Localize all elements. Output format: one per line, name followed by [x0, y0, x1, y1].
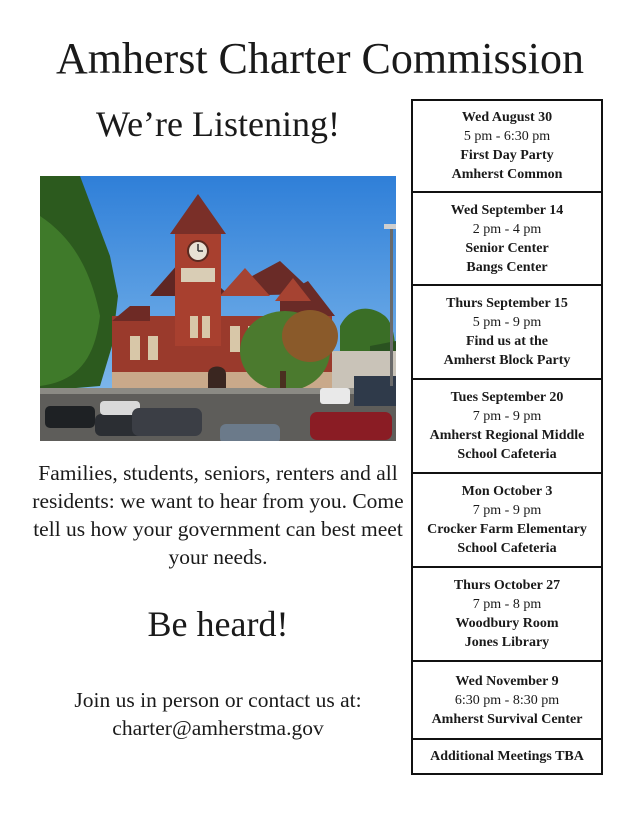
event-time: 2 pm - 4 pm — [472, 221, 542, 237]
event-item — [413, 380, 601, 474]
event-place: Amherst Common — [451, 167, 563, 182]
event-place: Amherst Survival Center — [431, 711, 583, 727]
call-to-action: Be heard! — [147, 604, 289, 644]
event-item — [413, 193, 601, 286]
meeting-schedule — [411, 99, 603, 775]
event-day: Wed September 14 — [450, 202, 564, 218]
contact-block — [30, 686, 406, 742]
event-place: Woodbury Room — [455, 616, 559, 631]
event-place: Senior Center — [465, 240, 549, 256]
event-time: 7 pm - 8 pm — [472, 597, 542, 612]
event-day: Wed August 30 — [461, 110, 553, 125]
event-time: 7 pm - 9 pm — [472, 503, 542, 518]
event-day: Mon October 3 — [461, 484, 553, 499]
subtitle: We’re Listening! — [95, 104, 340, 144]
event-place: Jones Library — [464, 635, 550, 650]
event-day: Thurs October 27 — [453, 578, 561, 593]
event-time: 5 pm - 6:30 pm — [463, 129, 551, 144]
event-place: Bangs Center — [466, 259, 548, 275]
event-item — [413, 101, 601, 193]
event-place: Amherst Regional Middle — [429, 428, 585, 443]
contact-email[interactable]: charter@amherstma.gov — [112, 716, 324, 740]
additional-meetings — [413, 740, 601, 773]
event-time: 6:30 pm - 8:30 pm — [454, 692, 560, 708]
event-day: Tues September 20 — [450, 390, 564, 405]
event-place: Find us at the — [465, 334, 549, 349]
event-day: Thurs September 15 — [446, 296, 568, 311]
additional-meetings-label: Additional Meetings TBA — [430, 749, 584, 764]
event-place: First Day Party — [460, 148, 554, 163]
event-time: 7 pm - 9 pm — [472, 409, 542, 424]
event-item — [413, 662, 601, 740]
contact-line: Join us in person or contact us at: — [74, 688, 362, 712]
event-day: Wed November 9 — [455, 673, 559, 689]
event-item — [413, 568, 601, 662]
event-place: Crocker Farm Elementary — [427, 522, 587, 537]
event-time: 5 pm - 9 pm — [472, 315, 542, 330]
event-item — [413, 286, 601, 380]
page-title: Amherst Charter Commission — [56, 34, 584, 83]
event-item — [413, 474, 601, 568]
town-hall-photo — [40, 176, 396, 441]
event-place: Amherst Block Party — [443, 353, 571, 368]
intro-text: Families, students, seniors, renters and all residents: we want to hear from you. Come tell us how your government can best meet your needs. — [32, 461, 404, 569]
event-place: School Cafeteria — [457, 447, 557, 462]
event-place: School Cafeteria — [457, 541, 557, 556]
